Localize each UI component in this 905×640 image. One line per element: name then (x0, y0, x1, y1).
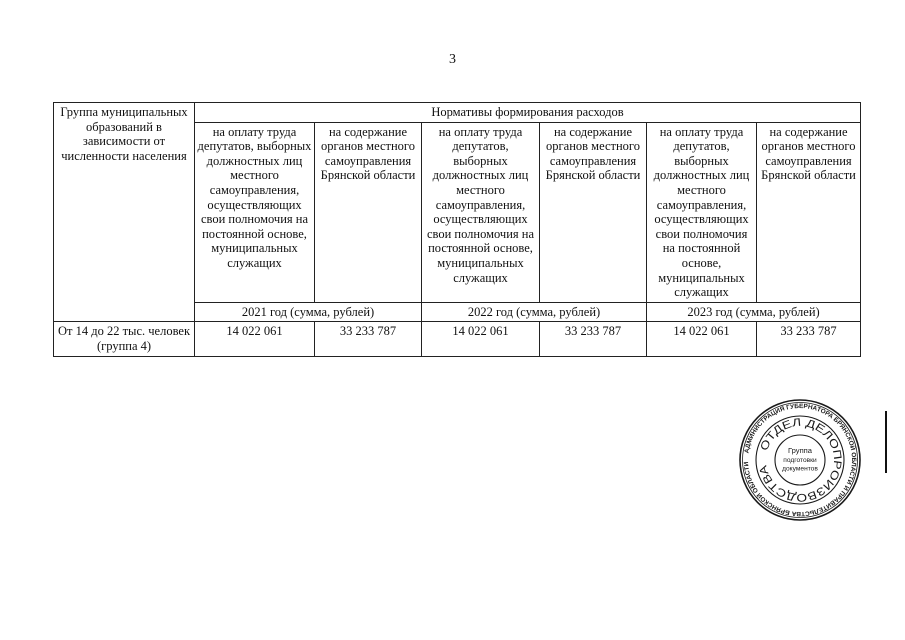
column-header: на содержание органов местного самоуправления Брянской области (315, 122, 422, 302)
stamp-center-line: документов (782, 465, 818, 473)
norms-table (53, 102, 861, 357)
year-header-2021: 2021 год (сумма, рублей) (195, 302, 422, 322)
table-row (54, 322, 861, 356)
year-header-2023: 2023 год (сумма, рублей) (647, 302, 861, 322)
value-cell: 33 233 787 (757, 322, 861, 356)
scan-edge-mark (885, 411, 887, 473)
year-header-2022: 2022 год (сумма, рублей) (422, 302, 647, 322)
stamp-center-line: Группа (787, 446, 813, 455)
column-header: на оплату труда депутатов, выборных должностных лиц местного самоуправления, осуществляющих свои полномочия на постоянной основе, муниципальных служащих (195, 122, 315, 302)
stamp-center-line: подготовки (783, 457, 817, 464)
main-header-cell: Нормативы формирования расходов (195, 103, 861, 123)
stamp-outer-text: АДМИНИСТРАЦИЯ ГУБЕРНАТОРА БРЯНСКОЙ ОБЛАСТИ И ПРАВИТЕЛЬСТВА БРЯНСКОЙ ОБЛАСТИ (742, 402, 858, 518)
stamp-inner-text: ОТДЕЛ ДЕЛОПРОИЗВОДСТВА (757, 416, 844, 504)
value-cell: 14 022 061 (195, 322, 315, 356)
column-header: на содержание органов местного самоуправления Брянской области (540, 122, 647, 302)
value-cell: 33 233 787 (540, 322, 647, 356)
page-number: 3 (449, 52, 456, 67)
value-cell: 14 022 061 (647, 322, 757, 356)
official-stamp (738, 398, 862, 522)
value-cell: 33 233 787 (315, 322, 422, 356)
column-header: на содержание органов местного самоуправления Брянской области (757, 122, 861, 302)
value-cell: 14 022 061 (422, 322, 540, 356)
column-header: на оплату труда депутатов, выборных должностных лиц местного самоуправления, осуществляющих свои полномочия на постоянной основе, муниципальных служащих (422, 122, 540, 302)
row-label: От 14 до 22 тыс. человек (группа 4) (54, 322, 195, 356)
column-header: на оплату труда депутатов, выборных должностных лиц местного самоуправления, осуществляющих свои полномочия на постоянной основе, муниципальных служащих (647, 122, 757, 302)
group-header-cell: Группа муниципальных образований в зависимости от численности населения (54, 103, 195, 322)
